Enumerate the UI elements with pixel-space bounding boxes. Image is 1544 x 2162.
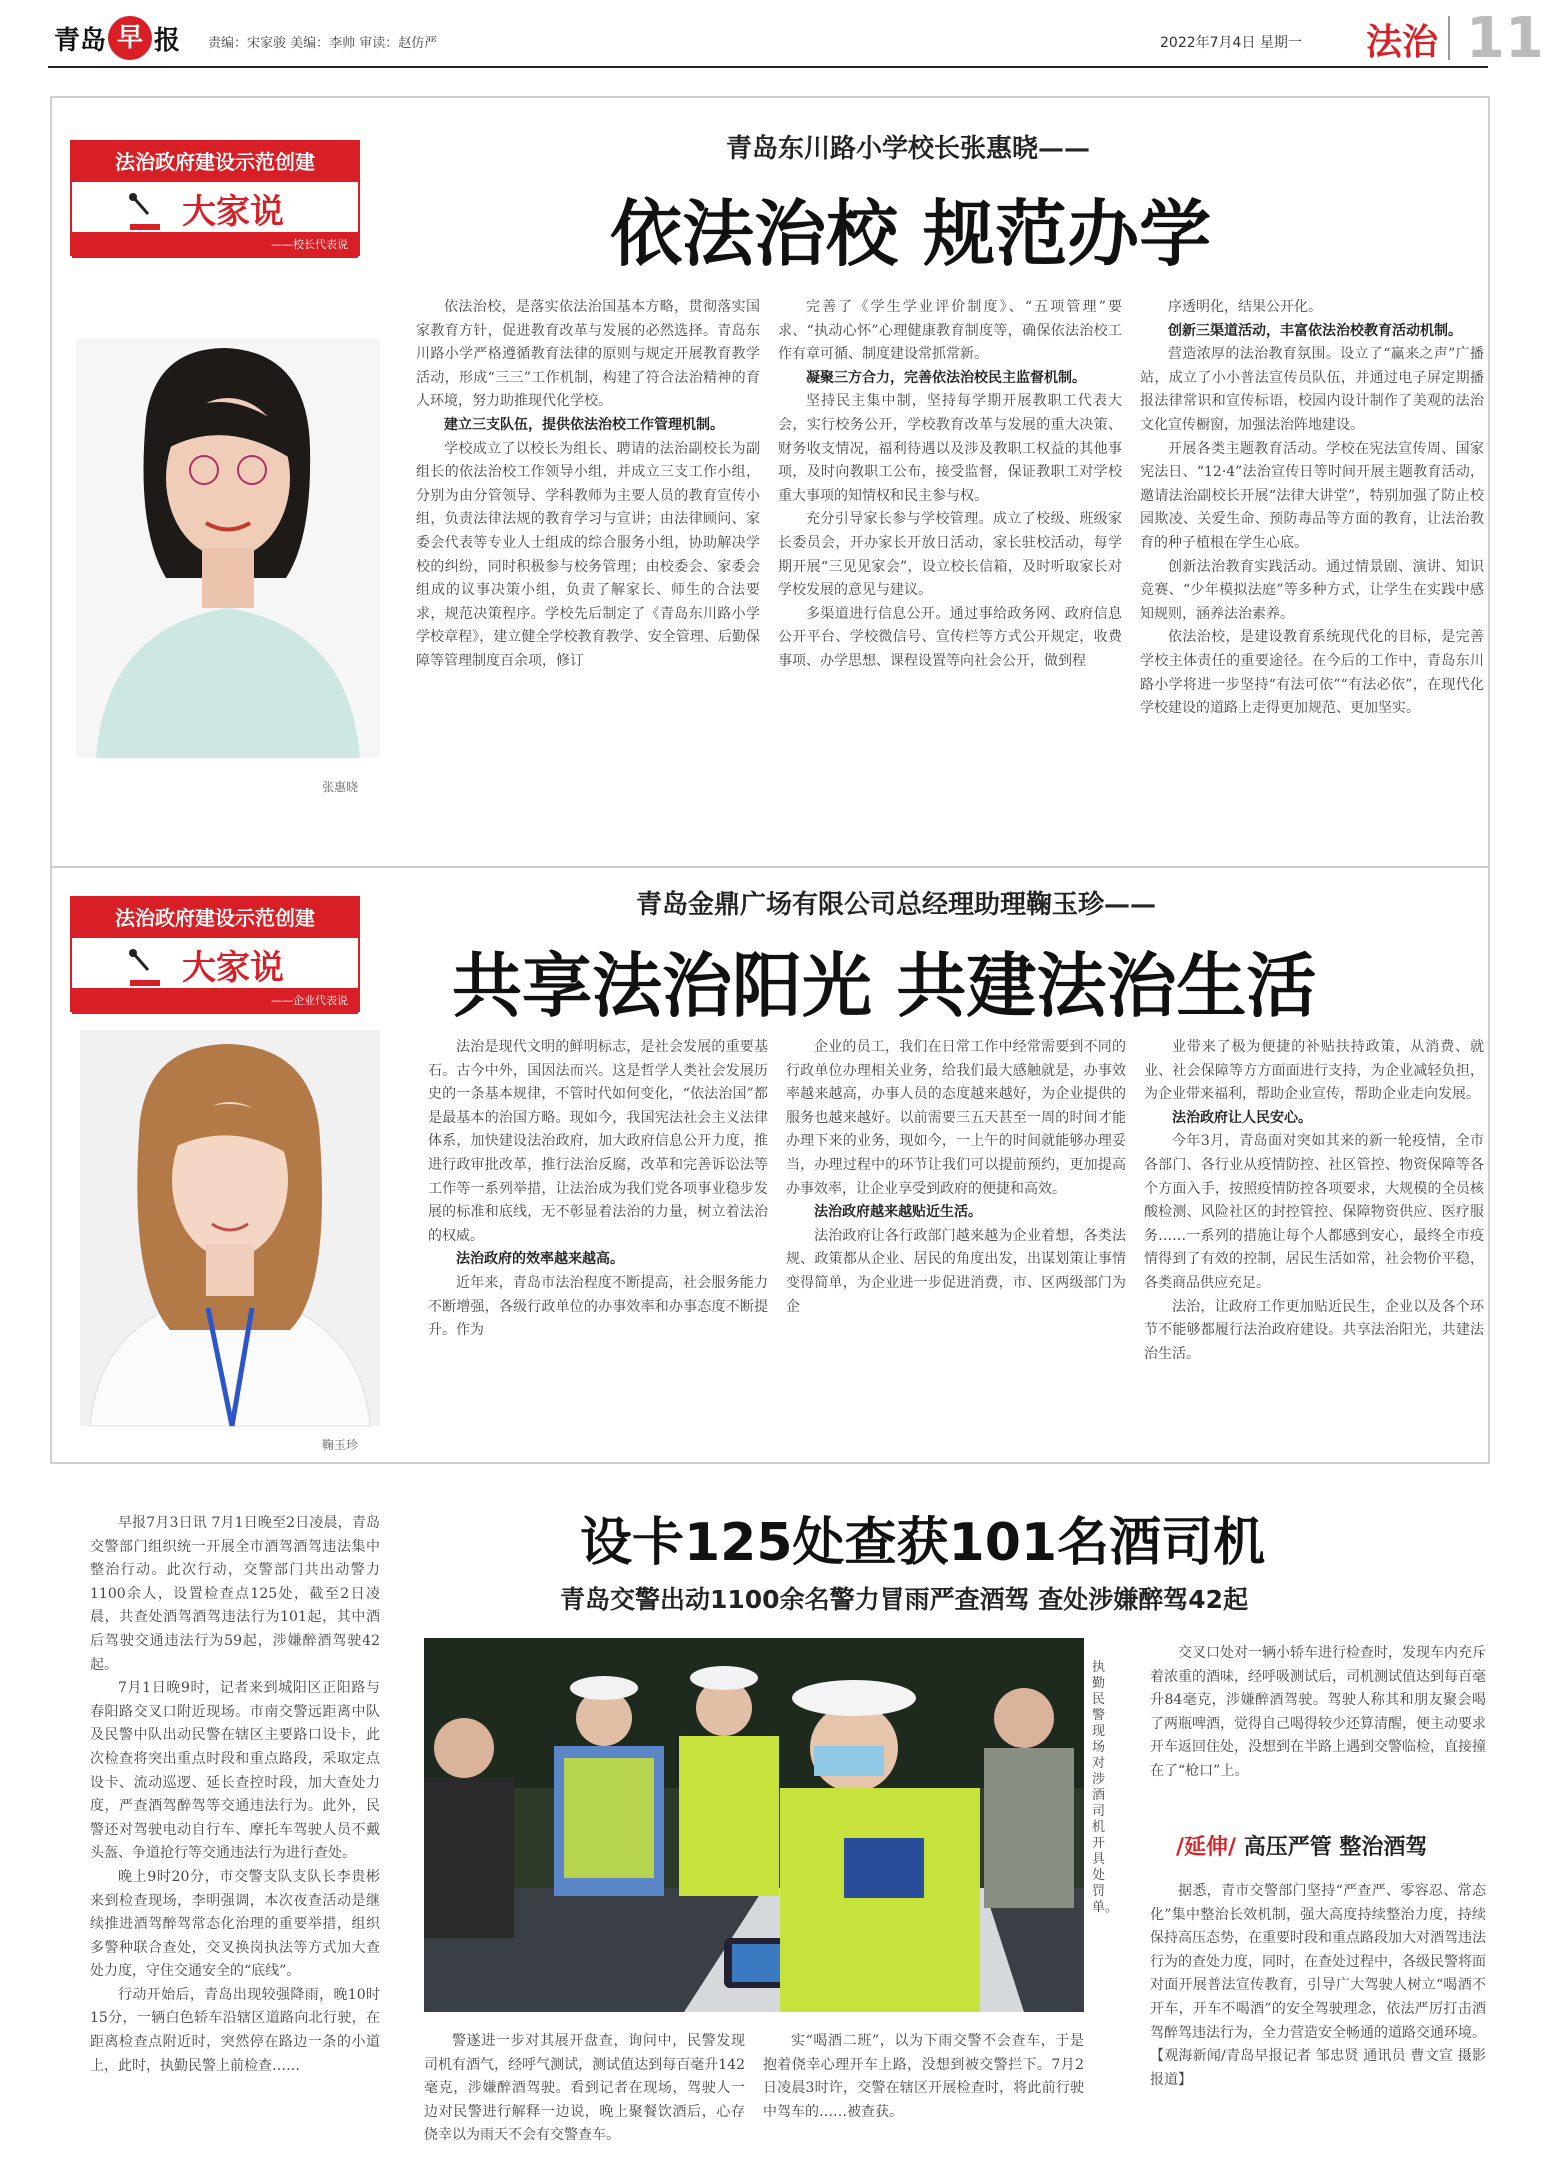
section-subhead: 创新三渠道活动，丰富依法治校教育活动机制。 [1168,322,1462,339]
body-paragraph: 实“喝酒二班”，以为下雨交警不会查车，于是抱着侥幸心理开车上路，没想到被交警拦下。7月2日凌晨3时许，交警在辖区开展检查时，将此前行驶中驾车的……被查获。 [763,2033,1084,2120]
story3-column-4-top [1150,1642,1486,1822]
photo-caption: 张惠晓 [322,780,359,794]
body-paragraph: 据悉，青市交警部门坚持“严查严、零容忍、常态化”集中整治长效机制，强大高度持续整治力度，持续保持高压态势，在重要时段和重点路段加大对酒驾违法行为的查处力度，同时，在查处过程中，各级民警将面对面开展普法宣传教育，引导广大驾驶人树立“喝酒不开车，开车不喝酒”的安全驾驶理念，依法严厉打击酒驾醉驾违法行为，全力营造安全畅通的道路交通环境。【观海新闻/青岛早报记者 邹忠贤 通讯员 曹文宣 摄影报道】 [1150,1883,1486,2088]
story3-headline: 设卡125处查获101名酒司机 [580,1513,1266,1573]
body-paragraph: 企业的员工，我们在日常工作中经常需要到不同的行政单位办理相关业务，给我们最大感触就是，办事效率越来越高，办事人员的态度越来越好，为企业提供的服务也越来越好。以前需要三五天甚至一周的时间才能办理下来的业务，现如今，一上午的时间就能够办理妥当，办理过程中的环节让我们可以提前预约，更加提高办事效率，让企业享受到政府的便捷和高效。 [786,1039,1126,1197]
story3-column-1 [90,1512,380,2152]
body-paragraph: 充分引导家长参与学校管理。成立了校级、班级家长委员会，开办家长开放日活动，家长驻校活动，每学期开展“三见见家会”，设立校长信箱，及时听取家长对学校发展的意见与建议。 [778,511,1122,599]
story1-column-2 [778,296,1122,838]
story1-body [416,296,1484,838]
body-paragraph: 坚持民主集中制，坚持每学期开展教职工代表大会，实行校务公开，学校教育改革与发展的重大决策、财务收支情况，福利待遇以及涉及教职工权益的其他事项，及时向教职工公布，接受监督，保证教职工对学校重大事项的知情权和民主参与权。 [778,393,1122,504]
story2-column-2 [786,1036,1126,1436]
campaign-title: 法治政府建设示范创建 [72,142,358,182]
story1-kicker: 青岛东川路小学校长张惠晓—— [726,134,1091,164]
body-paragraph: 营造浓厚的法治教育氛围。设立了“赢来之声”广播站，成立了小小普法宣传员队伍，并通过电子屏定期播报法律常识和宣传标语，校园内设计制作了美观的法治文化宣传橱窗，加强法治阵地建设。 [1140,346,1484,433]
story3-lead-column [90,1512,380,2152]
masthead-divider [1448,16,1450,60]
masthead [48,6,1544,71]
news-photo-police-check [424,1638,1084,2012]
body-paragraph: 今年3月，青岛面对突如其来的新一轮疫情，全市各部门、各行业从疫情防控、社区管控、物资保障等各个方面入手，按照疫情防控各项要求，大规模的全员核酸检测、风险社区的封控管控、保障物资供应、医疗服务……一系列的措施让每个人都感到安心，最终全市疫情得到了有效的控制，居民生活如常，社会物价平稳，各类商品供应充足。 [1144,1133,1484,1291]
story2-column-3 [1144,1036,1484,1436]
logo-text-a: 青岛 [54,25,107,56]
story2-column-1 [428,1036,768,1436]
campaign-title: 法治政府建设示范创建 [72,898,358,938]
section-subhead: 法治政府越来越贴近生活。 [814,1204,982,1221]
publication-date: 2022年7月4日 星期一 [1160,35,1302,51]
body-paragraph: 依法治校，是建设教育系统现代化的目标，是完善学校主体责任的重要途径。在今后的工作中，青岛东川路小学将进一步坚持“有法可依”“有法必依”，在现代化学校建设的道路上走得更加规范、更加坚实。 [1140,629,1484,717]
photo-caption: 鞠玉珍 [322,1438,359,1452]
body-paragraph: 法治，让政府工作更加贴近民生，企业以及各个环节不能够都履行法治政府建设。共享法治阳光，共建法治生活。 [1144,1298,1484,1362]
newspaper-logo [54,16,180,60]
campaign-tag: ——企业代表说 [271,994,348,1007]
section-subhead: 建立三支队伍，提供依法治校工作管理机制。 [444,416,724,433]
story2-kicker: 青岛金鼎广场有限公司总经理助理鞠玉珍—— [636,890,1157,920]
campaign-badge-school [70,140,360,256]
microphone-icon [128,948,162,988]
story3-right-top [1150,1642,1486,1822]
portrait-zhang-huixiao [76,338,380,758]
story3-body-under-photo [424,2030,1084,2154]
campaign-slogan: 大家说 [182,948,284,988]
photo-caption-vertical: 执勤民警现场对涉酒司机开具处罚单。 [1092,1660,1119,1915]
body-paragraph: 法治政府让各行政部门越来越为企业着想，各类法规、政策都从企业、居民的角度出发，出谋划策让事情变得简单，为企业进一步促进消费，市、区两级部门为企 [786,1227,1126,1315]
story3-column-2 [424,2030,745,2154]
body-paragraph: 晚上9时20分，市交警支队支队长李贵彬来到检查现场，李明强调，本次夜查活动是继续推进酒驾醉驾常态化治理的重要举措，组织多警种联合查处，交叉换岗执法等方式加大查处力度，守住交通安全的“底线”。 [90,1868,380,1980]
section-divider [50,866,1490,868]
story1-column-3 [1140,296,1484,838]
story2-body [428,1036,1484,1436]
body-paragraph: 警遂进一步对其展开盘查，询问中，民警发现司机有酒气，经呼气测试，测试值达到每百毫升142毫克，涉嫌醉酒驾驶。看到记者在现场，驾驶人一边对民警进行解释一边说，晚上聚餐饮酒后，心存侥幸以为雨天不会有交警查车。 [424,2033,745,2144]
body-paragraph: 完善了《学生学业评价制度》、“五项管理”要求、“执动心怀”心理健康教育制度等，确保依法治校工作有章可循、制度建设常抓常新。 [778,299,1122,363]
body-paragraph: 学校成立了以校长为组长、聘请的法治副校长为副组长的依法治校工作领导小组，并成立三支工作小组，分别为由分管领导、学科教师为主要人员的教育宣传小组，负责法律法规的教育学习与宣讲；由法律顾问、家委会代表等专业人士组成的综合服务小组，协助解决学校的纠纷，同时积极参与校务管理；由校委会、家委会组成的议事决策小组，负责了解家长、师生的合法要求，规范决策程序。学校先后制定了《青岛东川路小学学校章程》，建立健全学校教育教学、安全管理、后勤保障等管理制度百余项，修订 [416,440,760,669]
body-paragraph: 法治是现代文明的鲜明标志，是社会发展的重要基石。古今中外，国因法而兴。这是哲学人类社会发展历史的一条基本规律，不管时代如何变化，“依法治国”都是最基本的治国方略。现如今，我国宪法社会主义法律体系，加快建设法治政府，加大政府信息公开力度，推进行政审批改革，推行法治反腐，改革和完善诉讼法等工作等一系列举措，让法治成为我们党各项事业稳步发展的标准和底线，无不彰显着法治的力量，树立着法治的权威。 [428,1039,768,1244]
story2-headline: 共享法治阳光 共建法治生活 [452,945,1317,1027]
body-paragraph: 业带来了极为便捷的补贴扶持政策，从消费、就业、社会保障等方方面面进行支持，为企业减轻负担，为企业带来福利，帮助企业宣传，帮助企业走向发展。 [1144,1039,1484,1103]
story3-subhead [1176,1830,1427,1861]
section-subhead: 法治政府的效率越来越高。 [456,1251,624,1268]
body-paragraph: 早报7月3日讯 7月1日晚至2日凌晨，青岛交警部门组织统一开展全市酒驾酒驾违法集中整治行动。此次行动，交警部门共出动警力1100余人，设置检查点125处，截至2日凌晨，共查处酒驾酒驾违法行为101起，其中酒后驾驶交通违法行为59起，涉嫌醉酒驾驶42起。 [90,1515,380,1673]
body-paragraph: 多渠道进行信息公开。通过事给政务网、政府信息公开平台、学校微信号、宣传栏等方式公开规定，收费事项、办学思想、课程设置等向社会公开，做到程 [778,605,1122,669]
body-paragraph: 开展各类主题教育活动。学校在宪法宣传周、国家宪法日、“12·4”法治宣传日等时间开展主题教育活动，邀请法治副校长开展“法律大讲堂”，特别加强了防止校园欺凌、关爱生命、预防毒品等方面的教育，让法治教育的种子植根在学生心底。 [1140,440,1484,551]
story1-column-1 [416,296,760,838]
microphone-icon [128,192,162,232]
campaign-tag: ——校长代表说 [271,238,348,251]
page-number: 11 [1466,6,1544,71]
logo-text-b: 报 [154,25,181,56]
body-paragraph: 行动开始后，青岛出现较强降雨，晚10时15分，一辆白色轿车沿辖区道路向北行驶，在距离检查点附近时，突然停在路边一条的小道上，此时，执勤民警上前检查…… [90,1986,380,2074]
section-subhead: 法治政府让人民安心。 [1172,1109,1312,1126]
story3-column-4-bottom [1150,1880,1486,2154]
campaign-badge-enterprise [70,896,360,1012]
body-paragraph: 交叉口处对一辆小轿车进行检查时，发现车内充斥着浓重的酒味，经呼吸测试后，司机测试值达到每百毫升84毫克，涉嫌醉酒驾驶。驾驶人称其和朋友聚会喝了两瓶啤酒，觉得自己喝得较少还算清醒，便主动要求开车返回住处，没想到在半路上遇到交警临检，直接撞在了“枪口”上。 [1150,1645,1486,1779]
body-paragraph: 序透明化，结果公开化。 [1168,299,1322,315]
section-subhead: 凝聚三方合力，完善依法治校民主监督机制。 [806,369,1086,386]
body-paragraph: 依法治校，是落实依法治国基本方略，贯彻落实国家教育方针，促进教育改革与发展的必然选择。青岛东川路小学严格遵循教育法律的原则与规定开展教育教学活动，形成“三三”工作机制，构建了符合法治精神的育人环境，努力助推现代化学校。 [416,299,760,410]
subhead-text: 高压严管 整治酒驾 [1243,1835,1428,1860]
body-paragraph: 近年来，青岛市法治程度不断提高，社会服务能力不断增强，各级行政单位的办事效率和办事态度不断提升。作为 [428,1274,768,1339]
story3-right-bottom [1150,1880,1486,2154]
editor-credits: 责编：宋家骏 美编：李帅 审读：赵仿严 [208,36,438,51]
section-title: 法治 [1366,22,1439,63]
logo-badge: 早 [108,16,152,60]
story1-headline: 依法治校 规范办学 [610,192,1212,276]
body-paragraph: 7月1日晚9时，记者来到城阳区正阳路与春阳路交叉口附近现场。市南交警远距离中队及民警中队出动民警在辖区主要路口设卡，此次检查将突出重点时段和重点路段，采取定点设卡、流动巡逻、延长查控时段，加大查处力度，严查酒驾醉驾等交通违法行为。此外，民警还对驾驶电动自行车、摩托车驾驶人员不戴头盔、争道抢行等交通违法行为进行查处。 [90,1680,380,1862]
portrait-ju-yuzhen [80,1030,380,1426]
campaign-slogan: 大家说 [182,192,284,232]
story3-deck: 青岛交警出动1100余名警力冒雨严查酒驾 查处涉嫌醉驾42起 [560,1585,1249,1614]
subhead-icon-label: /延伸/ [1176,1835,1237,1860]
body-paragraph: 创新法治教育实践活动。通过情景剧、演讲、知识竞赛、“少年模拟法庭”等多种方式，让学生在实践中感知规则，涵养法治素养。 [1140,558,1484,622]
story3-column-3 [763,2030,1084,2154]
